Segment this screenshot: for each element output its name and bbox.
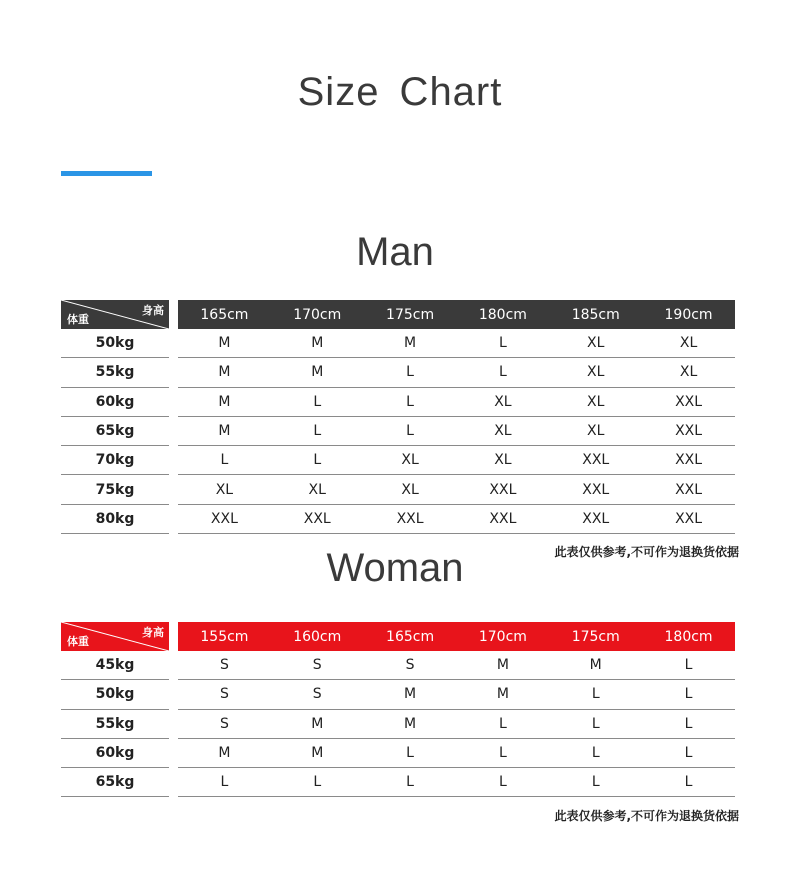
size-cell: XL [494,452,512,469]
man-height-header [178,300,735,329]
size-cell: L [406,423,414,440]
height-header-cell: 180cm [664,628,713,645]
size-cell: M [218,335,231,352]
height-header-cell: 175cm [386,306,435,323]
height-header-cell: 175cm [571,628,620,645]
man-section-title: Man [356,230,434,274]
height-header-cell: 165cm [200,306,249,323]
height-header-cell: 185cm [571,306,620,323]
size-cell: XXL [489,510,517,527]
size-cell: L [591,715,600,732]
height-axis-label: 身高 [142,626,164,639]
weight-cell: 65kg [61,768,169,797]
size-cell: M [311,745,324,762]
height-header-cell: 170cm [478,628,527,645]
size-cells [178,475,735,504]
size-cell: S [312,657,322,674]
size-cell: XL [401,481,419,498]
size-cell: L [684,715,693,732]
size-cell: S [219,715,229,732]
size-cell: XL [401,452,419,469]
size-cell: L [498,364,507,381]
weight-cell: 65kg [61,417,169,446]
man-disclaimer-note: 此表仅供参考,不可作为退换货依据 [554,545,739,559]
size-cell: L [313,452,322,469]
size-cells [178,505,735,534]
size-cell: L [313,774,322,791]
weight-cell: 50kg [61,680,169,709]
size-cell: M [218,364,231,381]
size-cell: XXL [489,481,517,498]
size-cells [178,680,735,709]
size-cell: L [684,657,693,674]
size-cell: M [589,657,602,674]
size-cell: XXL [582,452,610,469]
size-cell: M [311,715,324,732]
size-cell: XXL [675,393,703,410]
size-cell: L [220,774,229,791]
weight-cell: 70kg [61,446,169,475]
size-cell: XXL [396,510,424,527]
size-cell: L [313,393,322,410]
accent-divider [61,171,152,176]
size-cell: L [498,335,507,352]
size-cell: M [404,335,417,352]
man-header-corner [61,300,169,329]
size-cell: L [406,745,414,762]
weight-cell: 50kg [61,329,169,358]
size-cell: XL [215,481,234,498]
weight-cell: 80kg [61,505,169,534]
size-cell: XXL [675,452,703,469]
height-header-cell: 160cm [293,628,342,645]
size-cell: XXL [675,423,703,440]
size-cell: XXL [675,481,703,498]
size-cell: M [311,364,324,381]
size-cell: L [591,745,600,762]
height-header-cell: 170cm [293,306,342,323]
size-cell: L [684,774,693,791]
height-header-cell: 155cm [200,628,249,645]
weight-cell: 55kg [61,710,169,739]
size-cell: L [591,686,600,703]
size-cell: L [313,423,322,440]
size-cell: M [404,686,417,703]
size-cells [178,388,735,417]
size-cell: S [405,657,415,674]
size-cells [178,768,735,797]
size-cell: M [218,423,231,440]
size-cell: XL [494,423,512,440]
size-cells [178,417,735,446]
size-cell: XXL [582,481,610,498]
size-cells [178,329,735,358]
size-cell: L [498,745,507,762]
size-cell: L [406,774,414,791]
size-cell: S [312,686,322,703]
size-cells [178,358,735,387]
size-cell: XL [587,335,605,352]
size-cells [178,710,735,739]
size-cell: L [684,745,693,762]
woman-disclaimer-note: 此表仅供参考,不可作为退换货依据 [554,809,739,823]
size-cell: L [498,715,507,732]
size-cell: XL [679,335,698,352]
height-header-cell: 190cm [664,306,713,323]
size-cell: M [404,715,417,732]
size-cell: L [498,774,507,791]
height-header-cell: 180cm [478,306,527,323]
weight-cell: 60kg [61,388,169,417]
weight-axis-label: 体重 [67,313,89,326]
size-cell: L [220,452,229,469]
woman-height-header [178,622,735,651]
size-cell: M [218,745,231,762]
size-cell: XL [494,393,512,410]
height-header-cell: 165cm [386,628,435,645]
size-cell: M [496,686,509,703]
size-cell: XL [587,364,605,381]
size-cell: L [684,686,693,703]
size-cells [178,739,735,768]
size-cell: L [406,364,414,381]
size-cell: XL [308,481,326,498]
size-cells [178,446,735,475]
size-cell: S [219,686,229,703]
weight-cell: 60kg [61,739,169,768]
size-cell: L [406,393,414,410]
woman-section-title: Woman [326,546,464,590]
weight-cell: 45kg [61,651,169,680]
size-cell: XL [587,423,605,440]
weight-axis-label: 体重 [67,635,89,648]
size-cell: XXL [303,510,331,527]
size-cell: M [218,393,231,410]
size-cell: L [591,774,600,791]
size-cell: XL [679,364,698,381]
size-cell: XXL [210,510,238,527]
weight-cell: 55kg [61,358,169,387]
weight-cell: 75kg [61,475,169,504]
height-axis-label: 身高 [142,304,164,317]
size-cell: M [311,335,324,352]
size-cells [178,651,735,680]
woman-header-corner [61,622,169,651]
page-title: Size Chart [297,70,503,114]
size-cell: M [496,657,509,674]
size-cell: XL [587,393,605,410]
size-cell: XXL [582,510,610,527]
size-cell: XXL [675,510,703,527]
size-cell: S [219,657,229,674]
